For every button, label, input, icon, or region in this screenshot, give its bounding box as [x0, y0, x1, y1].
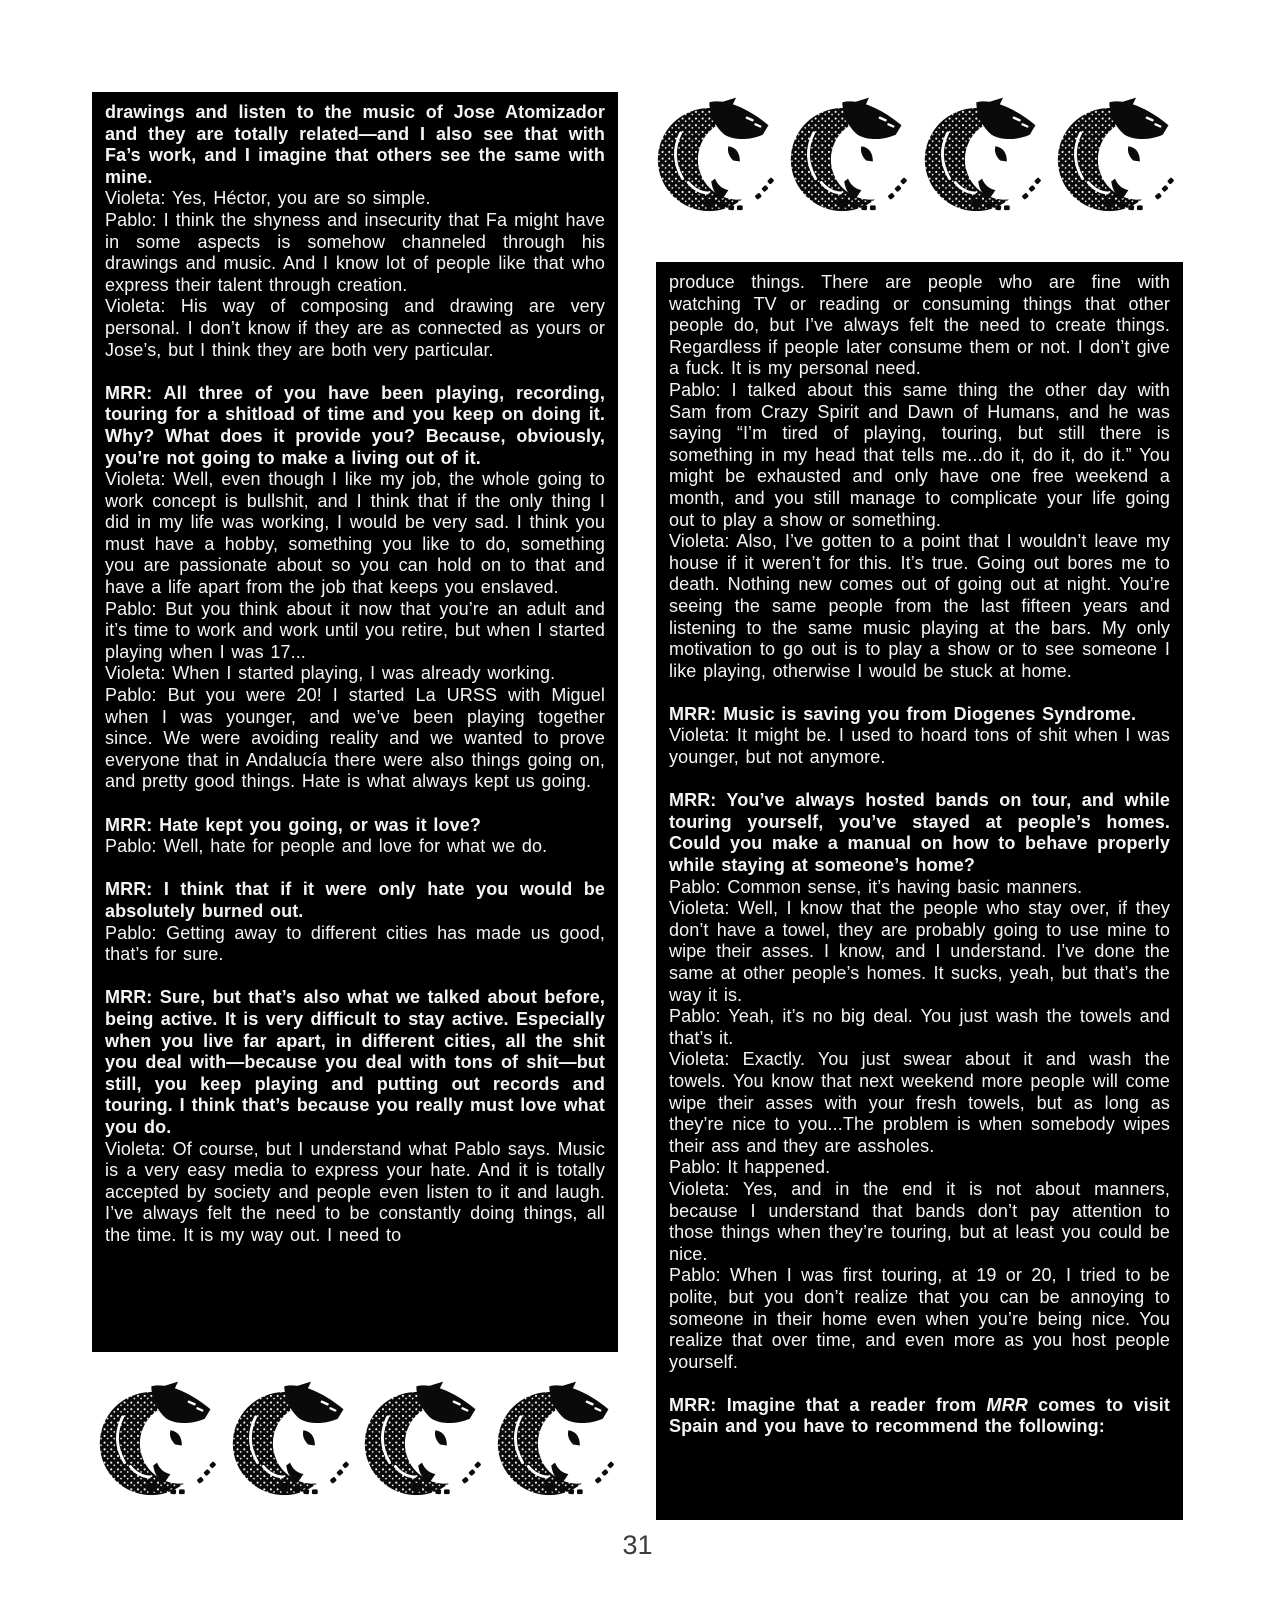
- paragraph-gap: [105, 858, 605, 880]
- speaker-answer: Pablo: But you think about it now that you’re an adult and it’s time to work and work until you retire, but when I started playing when I was 17...: [105, 598, 605, 662]
- interviewer-question: [669, 1395, 1170, 1438]
- curled-anteater-illustration: [229, 1376, 353, 1514]
- speaker-answer: Pablo: I talked about this same thing the other day with Sam from Crazy Spirit and Dawn of Humans, and he was saying “I’m tired of playing, touring, but still there is something in my head that tells me...do it, do it, do it.” You might be exhausted and only have one free weekend a month, and you still manage to complicate your life going out to play a show or something.: [669, 379, 1170, 530]
- speaker-answer: Pablo: I think the shyness and insecurity that Fa might have in some aspects is somehow channeled through his drawings and music. And I know lot of people like that who express their talent through creation.: [105, 209, 605, 295]
- curled-anteater-illustration: [787, 92, 911, 230]
- speaker-answer: Pablo: Common sense, it’s having basic manners.: [669, 876, 1083, 897]
- paragraph-gap: [105, 966, 605, 988]
- publication-name-italic: MRR: [986, 1394, 1028, 1415]
- speaker-answer: Violeta: Also, I’ve gotten to a point that I wouldn’t leave my house if it weren’t for this. It’s true. Going out bores me to death. Nothing new comes out of going out at night. You’re seeing the same people from the last fifteen years and listening to the same music playing at the bars. My only motivation to go out is to play a show or to see someone I like playing, otherwise I would be stuck at home.: [669, 531, 1170, 681]
- paragraph-gap: [669, 1373, 1170, 1395]
- speaker-answer: Violeta: Yes, Héctor, you are so simple.: [105, 188, 431, 209]
- illustration-row-top-right: [654, 92, 1178, 234]
- speaker-answer: Violeta: His way of composing and drawing are very personal. I don’t know if they are as connected as yours or Jose’s, but I think they are both very particular.: [105, 296, 605, 360]
- interviewer-question: MRR: I think that if it were only hate you would be absolutely burned out.: [105, 879, 605, 921]
- speaker-answer: Violeta: It might be. I used to hoard tons of shit when I was younger, but not anymore.: [669, 725, 1170, 768]
- speaker-answer: Violeta: Well, even though I like my job, the whole going to work concept is bullshit, and I think that if the only thing I did in my life was working, I would be very sad. I think you must have a hobby, something you like to do, something you are passionate about so you can hold on to that and have a life apart from the job that keeps you enslaved.: [105, 469, 605, 598]
- speaker-answer: Violeta: Of course, but I understand what Pablo says. Music is a very easy media to express your hate. And it is totally accepted by society and people even listen to it and laugh. I’ve always felt the need to be constantly doing things, all the time. It is my way out. I need to: [105, 1138, 605, 1245]
- interviewer-question: MRR: Sure, but that’s also what we talked about before, being active. It is very difficult to stay active. Especially when you live far apart, in different cities, all the shit you deal with—because you deal with tons of shit—but still, you keep playing and putting out records and touring. I think that’s because you really must love what you do.: [105, 987, 605, 1137]
- curled-anteater-illustration: [1054, 92, 1178, 230]
- interviewer-question: MRR: You’ve always hosted bands on tour, and while touring yourself, you’ve stayed at people’s homes. Could you make a manual on how to behave properly while staying at someone’s home?: [669, 790, 1170, 876]
- paragraph-gap: [105, 793, 605, 815]
- speaker-answer: Pablo: When I was first touring, at 19 or 20, I tried to be polite, but you don’t realize that you can be annoying to someone in their home even when you’re being nice. You realize that over time, and even more as you host people yourself.: [669, 1265, 1170, 1372]
- curled-anteater-illustration: [494, 1376, 618, 1514]
- interviewer-question: MRR: Hate kept you going, or was it love?: [105, 814, 481, 835]
- speaker-answer: Violeta: When I started playing, I was already working.: [105, 663, 556, 684]
- speaker-answer: Pablo: But you were 20! I started La URSS with Miguel when I was younger, and we’ve been playing together since. We were avoiding reality and we wanted to prove everyone that in Andalucía there were also things going on, and pretty good things. Hate is what always kept us going.: [105, 685, 605, 792]
- text-segment: comes to visit Spain and you have to recommend the following:: [669, 1394, 1171, 1437]
- curled-anteater-illustration: [921, 92, 1045, 230]
- interviewer-question: drawings and listen to the music of Jose Atomizador and they are totally related—and I also see that with Fa’s work, and I imagine that others see the same with mine.: [105, 102, 605, 187]
- speaker-answer: Pablo: Well, hate for people and love for what we do.: [105, 836, 548, 857]
- speaker-answer: Violeta: Exactly. You just swear about it and wash the towels. You know that next weekend more people will come wipe their asses with your fresh towels, but as long as they’re nice to you...The problem is when somebody wipes their ass and they are assholes.: [669, 1049, 1170, 1156]
- speaker-answer: Pablo: Getting away to different cities has made us good, that’s for sure.: [105, 922, 605, 965]
- interview-text-panel-left: [92, 92, 618, 1352]
- curled-anteater-illustration: [96, 1376, 220, 1514]
- interviewer-question: MRR: Music is saving you from Diogenes Syndrome.: [669, 703, 1137, 724]
- interview-text-panel-right: [656, 262, 1183, 1520]
- paragraph-gap: [105, 361, 605, 383]
- speaker-answer: Pablo: Yeah, it’s no big deal. You just wash the towels and that’s it.: [669, 1006, 1170, 1048]
- speaker-answer: Violeta: Yes, and in the end it is not about manners, because I understand that bands don’t pay attention to those things when they’re touring, but at least you could be nice.: [669, 1178, 1170, 1264]
- interviewer-question: MRR: All three of you have been playing, recording, touring for a shitload of time and you keep on doing it. Why? What does it provide you? Because, obviously, you’re not going to make a living out of it.: [105, 382, 605, 468]
- speaker-answer: produce things. There are people who are fine with watching TV or reading or consuming things that other people do, but I’ve always felt the need to create things. Regardless if people later consume them or not. I don’t give a fuck. It is my personal need.: [669, 272, 1170, 379]
- illustration-row-bottom-left: [96, 1376, 618, 1518]
- speaker-answer: Pablo: It happened.: [669, 1157, 831, 1178]
- paragraph-gap: [669, 682, 1170, 704]
- curled-anteater-illustration: [361, 1376, 485, 1514]
- paragraph-gap: [669, 769, 1170, 791]
- speaker-answer: Violeta: Well, I know that the people who stay over, if they don’t have a towel, they are probably going to use mine to wipe their asses. I know, and I understand. I’ve done the same at other people’s homes. It sucks, yeah, but that’s the way it is.: [669, 898, 1170, 1005]
- page-number: 31: [622, 1530, 653, 1560]
- curled-anteater-illustration: [654, 92, 778, 230]
- text-segment: MRR: Imagine that a reader from: [669, 1394, 987, 1415]
